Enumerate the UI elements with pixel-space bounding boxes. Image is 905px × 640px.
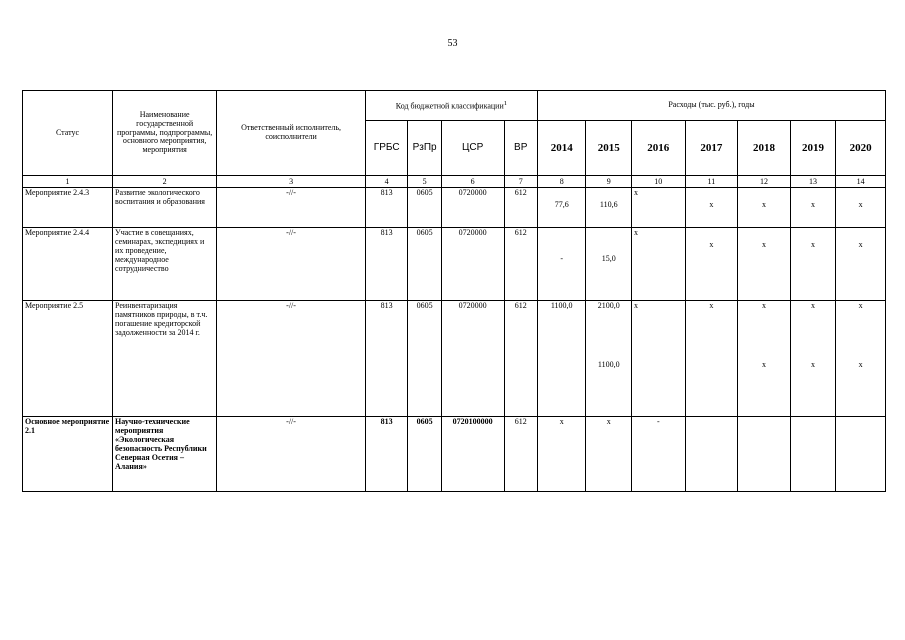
row-vr: 612 (504, 417, 537, 492)
row-2014: 1100,0 (537, 301, 586, 417)
header-year-2019: 2019 (790, 121, 836, 176)
row-executor: -//- (217, 301, 366, 417)
header-status: Статус (23, 91, 113, 176)
row-2017 (685, 417, 738, 492)
row-rzpr: 0605 (408, 301, 441, 417)
header-year-2018: 2018 (738, 121, 791, 176)
header-year-2016: 2016 (631, 121, 685, 176)
table-row (23, 417, 886, 492)
page-number: 53 (447, 38, 458, 49)
row-2019 (790, 228, 836, 301)
value-2014: - (560, 254, 564, 263)
row-2018 (738, 417, 791, 492)
value-2015: 110,6 (599, 200, 618, 209)
row-vr: 612 (504, 228, 537, 301)
row-grbs: 813 (365, 301, 407, 417)
row-csr: 0720100000 (441, 417, 504, 492)
row-2018 (738, 228, 791, 301)
row-name: Развитие экологического воспитания и образования (113, 188, 217, 228)
row-csr: 0720000 (441, 188, 504, 228)
value-2018-second: x (761, 359, 766, 369)
row-2015 (586, 301, 632, 417)
header-name: Наименование государственной программы, подпрограммы, основного мероприятия, мероприятия (113, 91, 217, 176)
value-2017: x (709, 200, 714, 209)
footnote-mark: 1 (503, 99, 508, 107)
column-number: 11 (685, 176, 738, 188)
column-number: 3 (217, 176, 366, 188)
row-rzpr: 0605 (408, 417, 441, 492)
row-2017: x (685, 301, 738, 417)
value-2020-second: x (858, 359, 863, 369)
column-number: 8 (537, 176, 586, 188)
row-2019 (790, 188, 836, 228)
column-number: 7 (504, 176, 537, 188)
row-2015 (586, 188, 632, 228)
row-2014: x (537, 417, 586, 492)
column-number: 10 (631, 176, 685, 188)
header-csr: ЦСР (441, 121, 504, 176)
row-2017 (685, 188, 738, 228)
header-vr: ВР (504, 121, 537, 176)
row-2015 (586, 228, 632, 301)
row-name: Реинвентаризация памятников природы, в т.ч. погашение кредиторской задолженности за 2014 г. (113, 301, 217, 417)
row-2016: - (631, 417, 685, 492)
row-executor: -//- (217, 228, 366, 301)
header-executor: Ответственный исполнитель, соисполнители (217, 91, 366, 176)
row-2016: x (631, 228, 685, 301)
row-2020 (836, 188, 886, 228)
header-rzpr: РзПр (408, 121, 441, 176)
value-2019: x (811, 240, 816, 249)
row-grbs: 813 (365, 228, 407, 301)
value-2020: x (858, 240, 863, 249)
column-number: 12 (738, 176, 791, 188)
row-2019 (790, 301, 836, 417)
column-number: 14 (836, 176, 886, 188)
row-2015: x (586, 417, 632, 492)
row-executor: -//- (217, 188, 366, 228)
header-budget-code (365, 91, 537, 121)
value-2015: 2100,0 (597, 301, 620, 310)
row-2016: x (631, 301, 685, 417)
value-2018: x (761, 240, 766, 249)
column-number: 6 (441, 176, 504, 188)
row-vr: 612 (504, 301, 537, 417)
value-2020: x (858, 301, 863, 310)
row-2020 (836, 228, 886, 301)
row-status: Мероприятие 2.4.3 (23, 188, 113, 228)
column-number: 1 (23, 176, 113, 188)
header-year-2015: 2015 (586, 121, 632, 176)
value-2019-second: x (811, 359, 816, 369)
value-2017: x (709, 240, 714, 249)
column-number: 2 (113, 176, 217, 188)
column-number: 4 (365, 176, 407, 188)
row-grbs: 813 (365, 417, 407, 492)
header-grbs: ГРБС (365, 121, 407, 176)
column-number: 13 (790, 176, 836, 188)
column-number: 5 (408, 176, 441, 188)
row-csr: 0720000 (441, 228, 504, 301)
row-2019 (790, 417, 836, 492)
value-2014: 77,6 (554, 200, 569, 209)
value-2015-second: 1100,0 (597, 359, 620, 369)
row-status: Мероприятие 2.4.4 (23, 228, 113, 301)
row-rzpr: 0605 (408, 188, 441, 228)
value-2019: x (811, 200, 816, 209)
row-2020 (836, 417, 886, 492)
header-expenses: Расходы (тыс. руб.), годы (537, 91, 885, 121)
header-year-2014: 2014 (537, 121, 586, 176)
budget-table (22, 90, 886, 492)
row-rzpr: 0605 (408, 228, 441, 301)
header-year-2020: 2020 (836, 121, 886, 176)
header-budget-code-text: Код бюджетной классификации (395, 101, 504, 111)
header-year-2017: 2017 (685, 121, 738, 176)
row-status: Основное мероприятие 2.1 (23, 417, 113, 492)
row-2016: x (631, 188, 685, 228)
row-vr: 612 (504, 188, 537, 228)
row-grbs: 813 (365, 188, 407, 228)
row-2018 (738, 301, 791, 417)
value-2015: 15,0 (601, 254, 616, 263)
row-2014 (537, 188, 586, 228)
value-2018: x (761, 301, 766, 310)
table-row (23, 301, 886, 417)
row-status: Мероприятие 2.5 (23, 301, 113, 417)
row-2017 (685, 228, 738, 301)
row-2018 (738, 188, 791, 228)
table-row (23, 188, 886, 228)
column-number-row (23, 176, 886, 188)
row-name: Научно-технические мероприятия «Экологическая безопасность Республики Северная Осетия – Алания» (113, 417, 217, 492)
row-name: Участие в совещаниях, семинарах, экспедициях и их проведение, международное сотрудничество (113, 228, 217, 301)
row-csr: 0720000 (441, 301, 504, 417)
column-number: 9 (586, 176, 632, 188)
table-row (23, 228, 886, 301)
row-executor: -//- (217, 417, 366, 492)
value-2020: x (858, 200, 863, 209)
row-2020 (836, 301, 886, 417)
value-2018: x (761, 200, 766, 209)
value-2019: x (811, 301, 816, 310)
row-2014 (537, 228, 586, 301)
